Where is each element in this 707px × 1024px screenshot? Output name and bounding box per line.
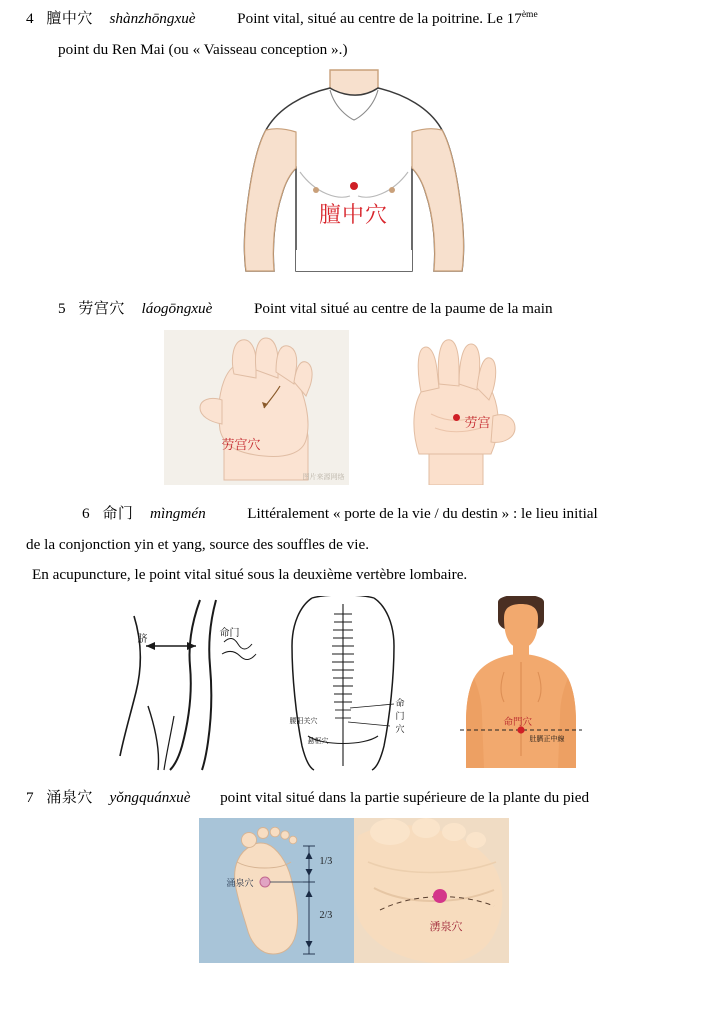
entry-5-text: Point vital situé au centre de la paume de la main (253, 300, 553, 318)
entry-6-pinyin: mìngmén (150, 504, 206, 522)
foot-photo-label: 湧泉穴 (429, 920, 463, 934)
chest-label: 膻中穴 (318, 203, 388, 229)
entry-5 (26, 296, 681, 322)
entry-4-text-line2: point du Ren Mai (ou « Vaisseau conception ».) (58, 40, 348, 58)
hand-right-label: 劳宫 (464, 415, 491, 431)
chest-acupoint-dot (350, 182, 358, 190)
entry-7-hanzi: 涌泉穴 (46, 787, 93, 806)
mingmen-label-point: 命门 (219, 627, 240, 639)
figure-hands (26, 330, 681, 485)
foot-diagram (199, 818, 354, 963)
figure-mingmen (26, 596, 681, 771)
hand-photo-right (359, 330, 544, 485)
figure-foot (26, 818, 681, 963)
entry-4-pinyin: shànzhōngxuè (109, 10, 196, 27)
mingmen-label-navel: 脐 (137, 633, 148, 645)
foot-fraction-bottom: 2/3 (319, 910, 333, 922)
entry-4 (26, 6, 681, 32)
foot-photo (354, 818, 509, 963)
mingmen-label-small-2: 悬枢穴 (307, 736, 329, 745)
entry-7-text: point vital situé dans la partie supérieure de la plante du pied (220, 788, 590, 806)
hand-right-acupoint-dot (453, 414, 460, 421)
foot-fraction-top: 1/3 (319, 856, 333, 868)
entry-5-hanzi: 劳宫穴 (78, 299, 125, 318)
entry-4-text: Point vital, situé au centre de la poitrine. Le 17 (237, 10, 522, 27)
entry-5-number: 5 (58, 300, 66, 318)
entry-4-hanzi: 膻中穴 (46, 9, 93, 27)
entry-7 (26, 785, 681, 811)
mingmen-body-line-label: 肚臍正中線 (529, 734, 565, 743)
hand-left-label: 劳宫穴 (221, 437, 261, 453)
entry-6 (26, 501, 681, 527)
entry-5-pinyin: láogōngxuè (141, 300, 213, 318)
mingmen-label-spine-point: 命门穴 (395, 698, 405, 735)
hand-photo-left (164, 330, 349, 485)
entry-6-text: Littéralement « porte de la vie / du destin » : le lieu initial (247, 504, 598, 522)
entry-6-text-line2: de la conjonction yin et yang, source des souffles de vie. (26, 535, 370, 553)
mingmen-body-label: 命門穴 (503, 716, 533, 728)
foot-diagram-label: 涌泉穴 (226, 879, 254, 890)
entry-4-number: 4 (26, 10, 34, 27)
mingmen-line-drawing (112, 596, 412, 771)
figure-chest (204, 68, 504, 278)
entry-6-hanzi: 命门 (102, 503, 134, 522)
entry-7-number: 7 (26, 788, 34, 806)
mingmen-label-small-1: 腰阳关穴 (289, 716, 318, 725)
entry-4-superscript: ème (521, 9, 538, 20)
chest-illustration (204, 68, 504, 273)
entry-7-pinyin: yǒngquánxuè (109, 788, 191, 806)
entry-6-text-line3: En acupuncture, le point vital situé sous la deuxième vertèbre lombaire. (32, 566, 468, 584)
entry-6-number: 6 (82, 504, 90, 522)
hand-watermark: 图片来源网络 (302, 473, 345, 481)
mingmen-body-illustration (446, 596, 596, 771)
